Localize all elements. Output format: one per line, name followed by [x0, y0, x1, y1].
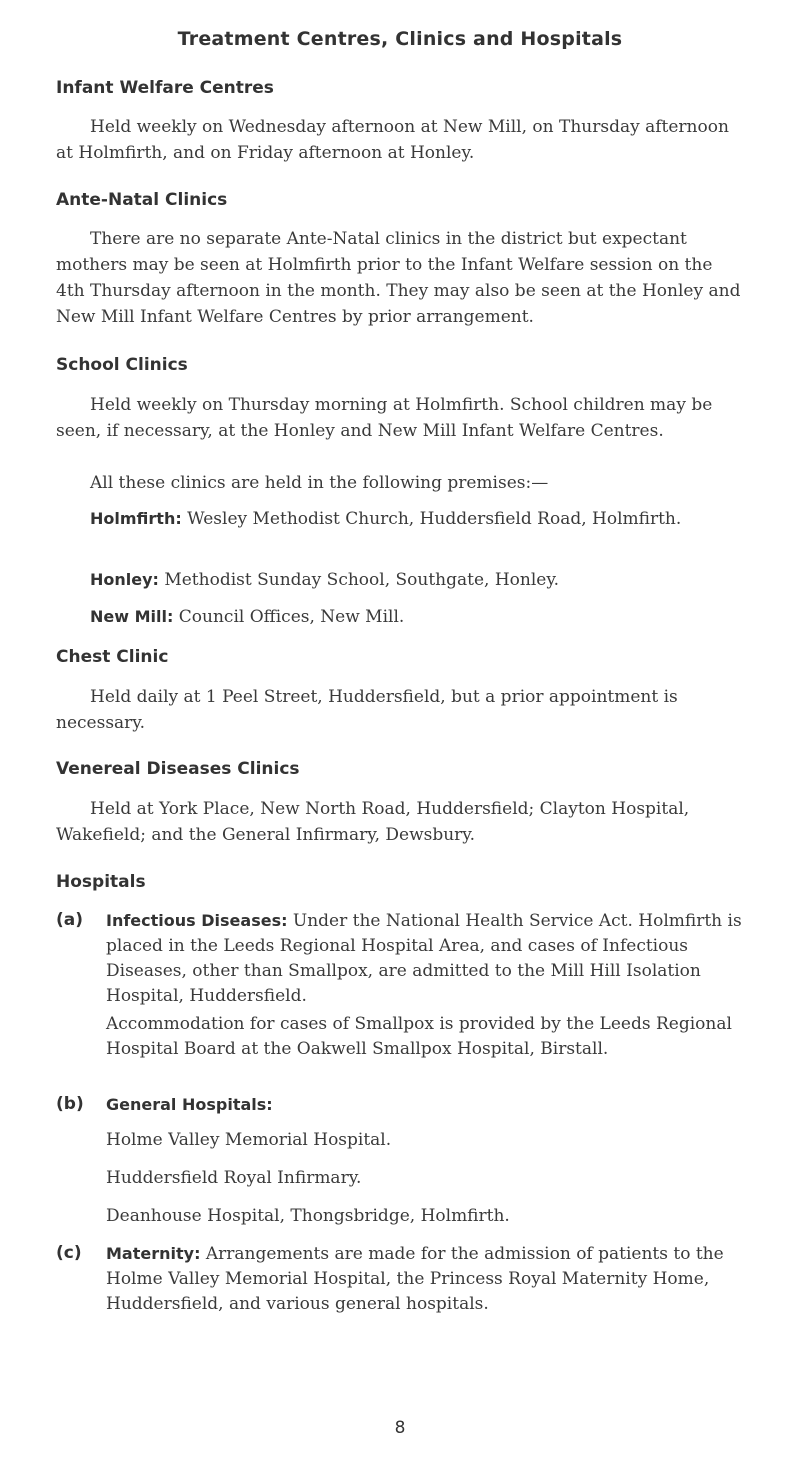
- premises-address: Council Offices, New Mill.: [178, 607, 405, 627]
- school-clinics-heading: School Clinics: [56, 355, 188, 375]
- infant-welfare-text: Held weekly on Wednesday afternoon at New Mill, on Thursday afternoon at Holmfirth, and on Friday afternoon at Honley.: [56, 117, 729, 163]
- item-marker: (b): [56, 1094, 84, 1114]
- general-hospital-3: Deanhouse Hospital, Thongsbridge, Holmfirth.: [106, 1206, 510, 1226]
- premises-label: Honley:: [90, 570, 159, 589]
- premises-intro: All these clinics are held in the following premises:—: [90, 473, 549, 493]
- chest-clinic-text: Held daily at 1 Peel Street, Huddersfield, but a prior appointment is necessary.: [56, 687, 678, 733]
- item-label: Infectious Diseases:: [106, 911, 288, 930]
- premises-label: Holmfirth:: [90, 509, 182, 528]
- hospitals-heading: Hospitals: [56, 872, 146, 892]
- ante-natal-text: There are no separate Ante-Natal clinics in the district but expectant mothers may be seen at Holmfirth prior to the Infant Welfare session on the 4th Thursday afternoon in the month. They may also be seen at the Honley and New Mill Infant Welfare Centres by prior arrangement.: [56, 229, 741, 327]
- general-hospital-2: Huddersfield Royal Infirmary.: [106, 1168, 362, 1188]
- vd-clinics-heading: Venereal Diseases Clinics: [56, 759, 300, 779]
- chest-clinic-heading: Chest Clinic: [56, 647, 169, 667]
- item-marker: (a): [56, 910, 84, 930]
- premises-holmfirth: [90, 506, 746, 532]
- premises-address: Wesley Methodist Church, Huddersfield Road, Holmfirth.: [187, 509, 682, 529]
- premises-address: Methodist Sunday School, Southgate, Honley.: [164, 570, 560, 590]
- premises-honley: [90, 567, 746, 593]
- item-label: Maternity:: [106, 1244, 201, 1263]
- general-hospital-1: Holme Valley Memorial Hospital.: [106, 1130, 392, 1150]
- vd-clinics-text: Held at York Place, New North Road, Huddersfield; Clayton Hospital, Wakefield; and the General Infirmary, Dewsbury.: [56, 799, 690, 845]
- page-title: Treatment Centres, Clinics and Hospitals: [177, 28, 623, 50]
- ante-natal-heading: Ante-Natal Clinics: [56, 190, 228, 210]
- hospital-item-a-text2: Accommodation for cases of Smallpox is provided by the Leeds Regional Hospital Board at the Oakwell Smallpox Hospital, Birstall.: [106, 1014, 732, 1059]
- item-marker: (c): [56, 1243, 82, 1263]
- page-number: 8: [394, 1418, 406, 1438]
- infant-welfare-heading: Infant Welfare Centres: [56, 78, 274, 98]
- school-clinics-text: Held weekly on Thursday morning at Holmfirth. School children may be seen, if necessary, at the Honley and New Mill Infant Welfare Centres.: [56, 395, 713, 441]
- item-label: General Hospitals:: [106, 1095, 273, 1114]
- premises-label: New Mill:: [90, 607, 174, 626]
- premises-new-mill: [90, 604, 746, 630]
- item-text: Arrangements are made for the admission of patients to the Holme Valley Memorial Hospital, the Princess Royal Maternity Home, Huddersfield, and various general hospitals.: [106, 1244, 724, 1314]
- item-text: Under the National Health Service Act. Holmfirth is placed in the Leeds Regional Hospital Area, and cases of Infectious Diseases, other than Smallpox, are admitted to the Mill Hill Isolation Hospital, Huddersfield.: [106, 911, 742, 1006]
